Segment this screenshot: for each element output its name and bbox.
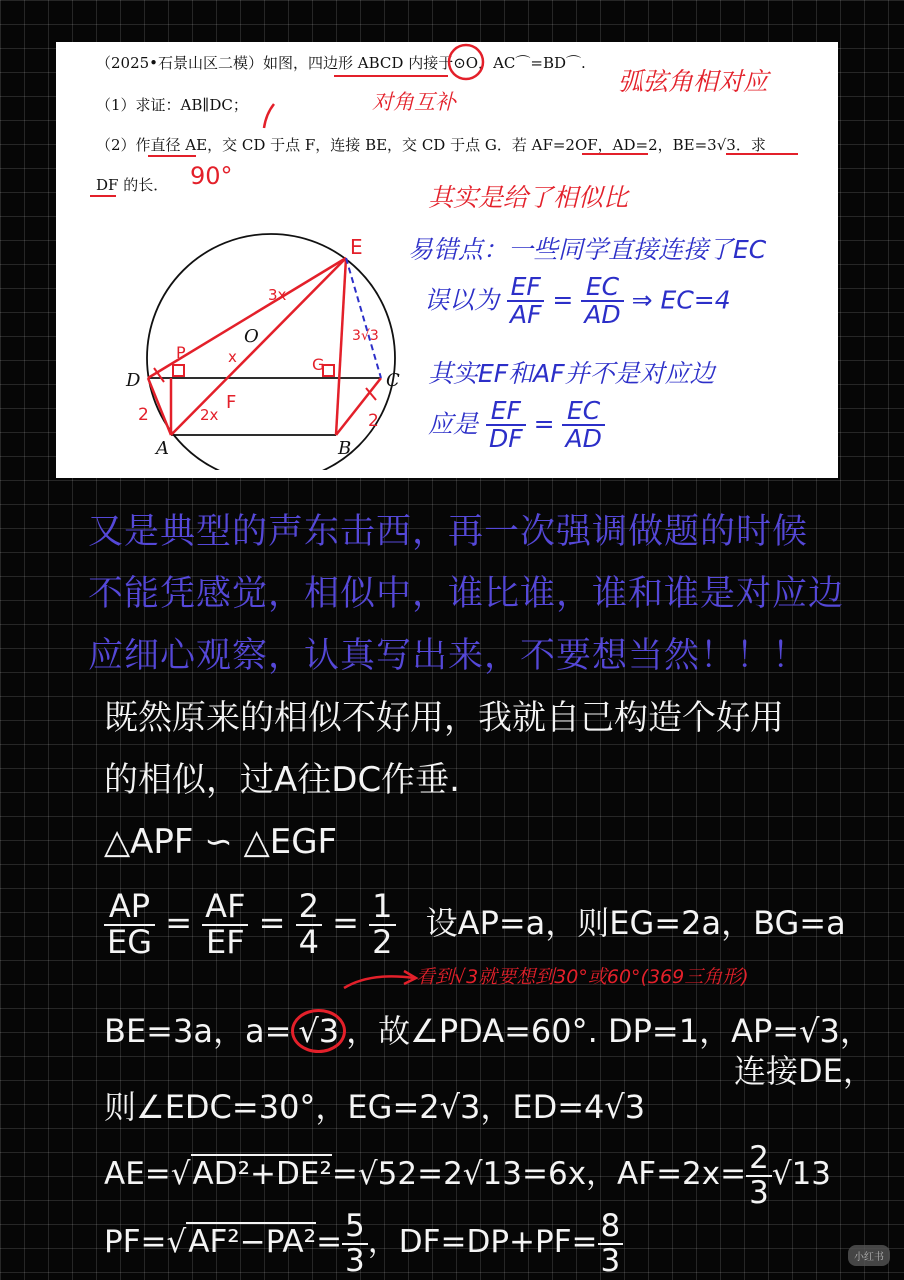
label-be-length: 3√3 bbox=[352, 328, 379, 344]
solution-similar-triangles: △APF ∽ △EGF bbox=[104, 822, 338, 862]
correct-fraction-right: $\frac{EC}{AD}$ bbox=[562, 398, 604, 453]
label-2x: 2x bbox=[200, 406, 219, 424]
correct-fraction-left: $\frac{EF}{DF}$ bbox=[486, 398, 526, 453]
ratio-af-ef: $\frac{AF}{EF}$ bbox=[202, 890, 248, 959]
comment-line-2: 不能凭感觉，相似中，谁比谁，谁和谁是对应边 bbox=[88, 574, 845, 614]
solution-line-6: 则∠EDC=30°，EG=2√3，ED=4√3 bbox=[104, 1088, 646, 1126]
should-be-label: 应是 bbox=[428, 409, 479, 439]
ratio-1-2: $\frac{1}{2}$ bbox=[369, 890, 395, 959]
segment-be bbox=[336, 258, 346, 435]
label-a: A bbox=[156, 438, 169, 459]
note-arc-chord: 弧弦角相对应 bbox=[618, 67, 769, 96]
question-line-4: DF 的长． bbox=[96, 176, 169, 194]
solution-line-5: BE=3a，a= √3 ，故∠PDA=60°. DP=1，AP=√3， bbox=[104, 1006, 872, 1053]
question-paper bbox=[56, 42, 838, 478]
right-angle-g bbox=[323, 365, 334, 376]
ratio-2-4: $\frac{2}{4}$ bbox=[296, 890, 322, 959]
mistake-fraction-left: $\frac{EF}{AF}$ bbox=[507, 274, 544, 329]
label-f: F bbox=[226, 392, 237, 413]
label-b: B bbox=[338, 438, 352, 459]
red-note-sqrt3: 看到√3就要想到30°或60°(369三角形) bbox=[416, 966, 749, 988]
ratio-ap-eg: $\frac{AP}{EG}$ bbox=[104, 890, 155, 959]
should-be-line: 应是 $\frac{EF}{DF}$ = $\frac{EC}{AD}$ bbox=[428, 398, 605, 453]
question-line-3: （2）作直径 AE，交 CD 于点 F，连接 BE，交 CD 于点 G．若 AF=2OF，AD=2，BE=3√3．求 bbox=[96, 136, 766, 154]
label-o: O bbox=[244, 326, 259, 347]
label-e: E bbox=[350, 235, 363, 259]
question-line-2: （1）求证：AB∥DC； bbox=[96, 96, 248, 114]
label-3x: 3x bbox=[268, 286, 287, 304]
note-right-angle: 90° bbox=[190, 162, 233, 190]
comment-line-3: 应细心观察，认真写出来，不要想当然！！！ bbox=[88, 636, 809, 676]
label-p: P bbox=[176, 343, 186, 362]
note-similarity-hint: 其实是给了相似比 bbox=[428, 183, 629, 212]
comment-line-1: 又是典型的声东击西，再一次强调做题的时候 bbox=[88, 512, 809, 552]
label-bc-length: 2 bbox=[368, 411, 379, 431]
solution-line-8: PF=√AF²−PA²= $\frac{5}{3}$ ，DF=DP+PF= $\frac{8}{3}$ bbox=[104, 1210, 623, 1277]
segment-ad bbox=[148, 378, 171, 435]
mistake-label: 误以为 bbox=[424, 285, 500, 315]
geometry-figure bbox=[116, 230, 436, 470]
mistake-fraction-right: $\frac{EC}{AD}$ bbox=[581, 274, 623, 329]
solution-ratio-line: $\frac{AP}{EG}$ = $\frac{AF}{EF}$ = $\frac{2}{4}$ = $\frac{1}{2}$ 设AP=a，则EG=2a，BG=a bbox=[104, 890, 846, 959]
label-c: C bbox=[386, 370, 400, 391]
circled-sqrt3: √3 bbox=[291, 1009, 346, 1053]
fraction-5-3: $\frac{5}{3}$ bbox=[342, 1210, 368, 1277]
actually-note: 其实EF和AF并不是对应边 bbox=[428, 359, 715, 388]
question-line-1: （2025•石景山区二模）如图，四边形 ABCD 内接于⊙O，AC⌒=BD⌒. bbox=[96, 54, 586, 72]
fraction-8-3: $\frac{8}{3}$ bbox=[598, 1210, 624, 1277]
solution-connect-de: 连接DE， bbox=[734, 1052, 875, 1090]
fraction-2-3: $\frac{2}{3}$ bbox=[746, 1142, 772, 1209]
label-x: x bbox=[228, 348, 237, 366]
label-g: G bbox=[312, 355, 325, 374]
label-d: D bbox=[126, 370, 141, 391]
mistake-line: 误以为 $\frac{EF}{AF}$ = $\frac{EC}{AD}$ ⇒ EC=4 bbox=[424, 272, 731, 330]
solution-line-2: 的相似，过A往DC作垂. bbox=[104, 760, 460, 800]
watermark: 小红书 bbox=[848, 1245, 890, 1266]
solution-line-7: AE=√AD²+DE²=√52=2√13=6x，AF=2x= $\frac{2}{3}$ √13 bbox=[104, 1140, 832, 1211]
right-angle-p bbox=[173, 365, 184, 376]
note-cyclic: 对角互补 bbox=[372, 90, 456, 114]
mistake-title: 易错点：一些同学直接连接了EC bbox=[408, 235, 767, 264]
ratio-let-a: 设AP=a，则EG=2a，BG=a bbox=[425, 903, 846, 942]
label-ad-length: 2 bbox=[138, 405, 149, 425]
mistake-result: ⇒ EC=4 bbox=[631, 285, 731, 315]
solution-line-1: 既然原来的相似不好用，我就自己构造个好用 bbox=[104, 698, 784, 738]
red-arrow bbox=[340, 966, 420, 996]
